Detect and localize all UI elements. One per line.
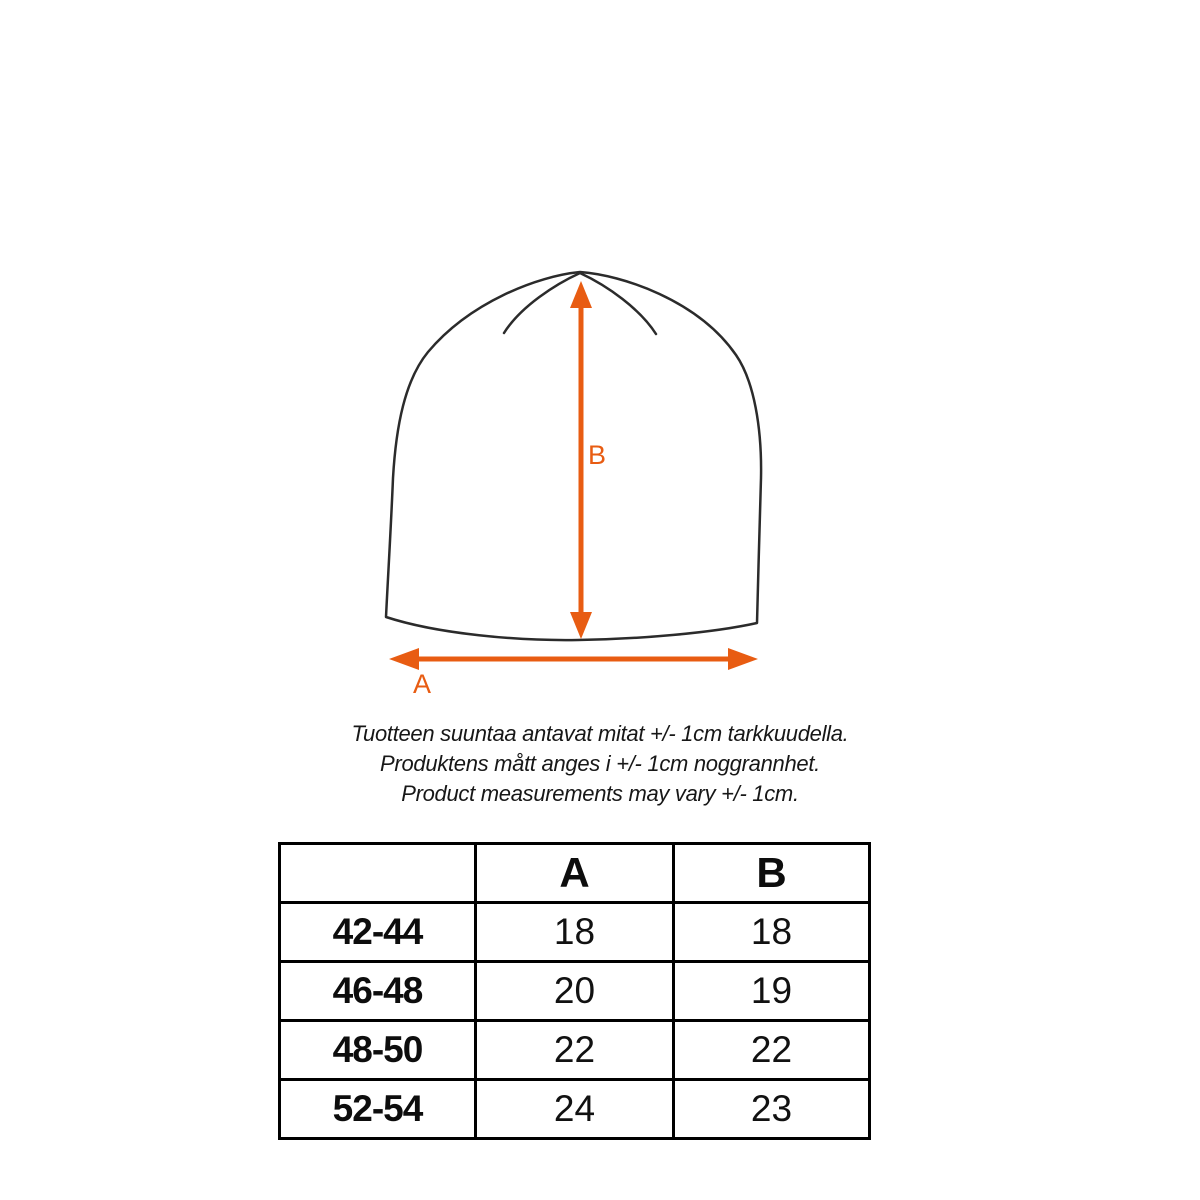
measurement-b-value: 19	[674, 962, 870, 1021]
header-measurement-a: A	[476, 844, 674, 903]
measurement-a-value: 24	[476, 1080, 674, 1139]
table-row	[280, 1021, 870, 1080]
measurement-b-value: 18	[674, 903, 870, 962]
size-table-header-row	[280, 844, 870, 903]
note-swedish: Produktens mått anges i +/- 1cm noggrannhet.	[380, 751, 820, 776]
size-range: 46-48	[280, 962, 476, 1021]
size-range: 42-44	[280, 903, 476, 962]
label-a: A	[413, 669, 432, 699]
header-measurement-b: B	[674, 844, 870, 903]
beanie-outline-shape	[386, 272, 761, 640]
header-size-column	[280, 844, 476, 903]
label-b: B	[588, 440, 607, 470]
table-row	[280, 962, 870, 1021]
table-row	[280, 903, 870, 962]
size-table	[278, 842, 871, 1140]
measurement-b-value: 23	[674, 1080, 870, 1139]
size-range: 48-50	[280, 1021, 476, 1080]
tolerance-notes	[0, 719, 1200, 809]
measurement-b-value: 22	[674, 1021, 870, 1080]
note-finnish: Tuotteen suuntaa antavat mitat +/- 1cm tarkkuudella.	[351, 721, 849, 746]
measurement-a-value: 22	[476, 1021, 674, 1080]
size-range: 52-54	[280, 1080, 476, 1139]
table-row	[280, 1080, 870, 1139]
measurement-arrow-a	[389, 648, 758, 670]
measurement-a-value: 20	[476, 962, 674, 1021]
note-english: Product measurements may vary +/- 1cm.	[401, 781, 799, 806]
measurement-a-value: 18	[476, 903, 674, 962]
